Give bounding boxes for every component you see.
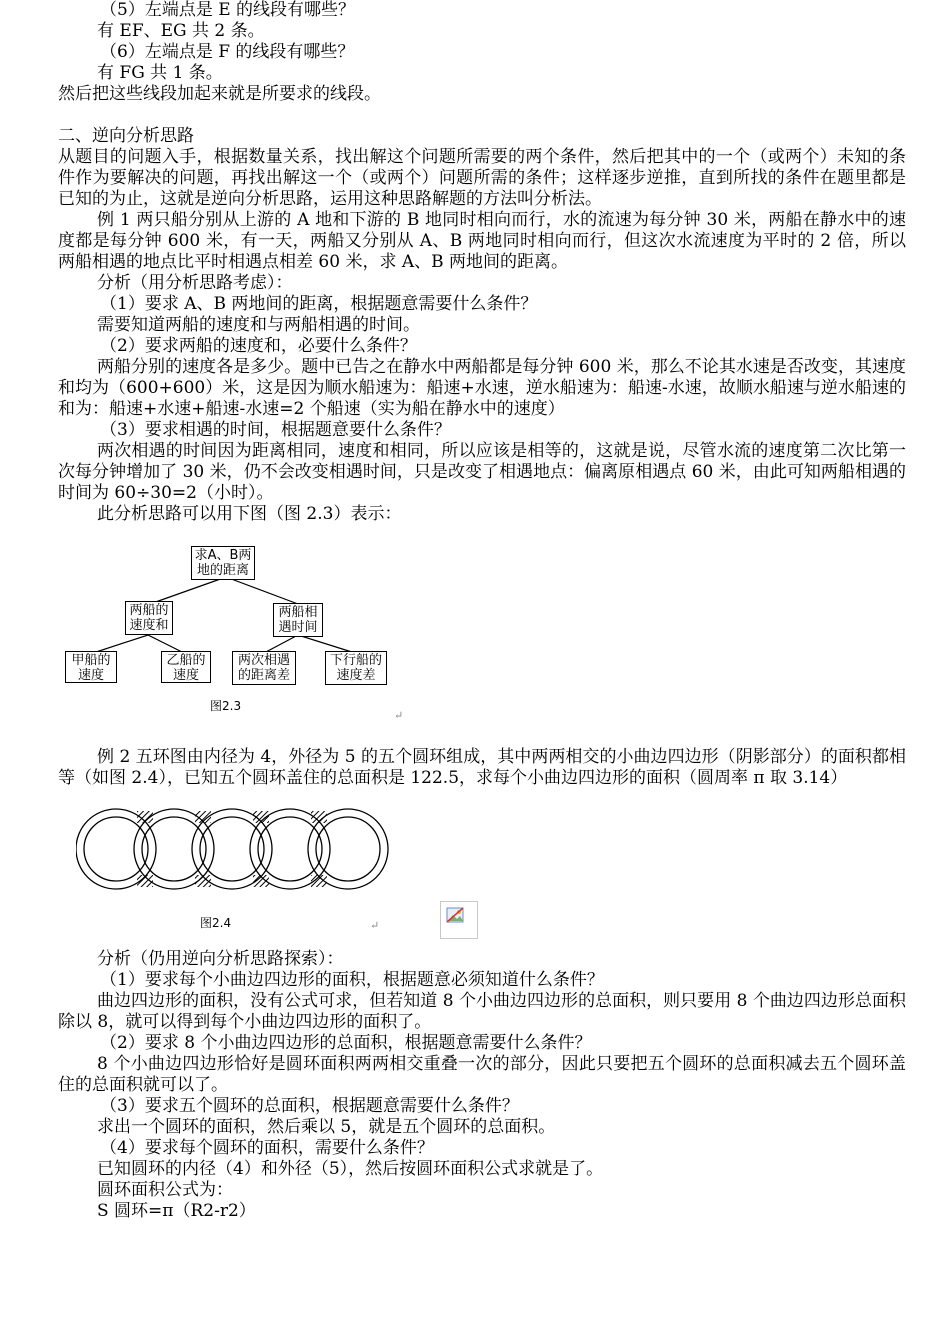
document-page [58, 0, 906, 1222]
top-line-3: 有 FG 共 1 条。 [97, 63, 223, 83]
return-mark-2: ↵ [370, 919, 380, 932]
analysis-2-line-10: S 圆环=π（R2-r2） [97, 1201, 256, 1221]
top-line-1: 有 EF、EG 共 2 条。 [97, 21, 265, 41]
meeting-time-node: 两船相遇时间 [273, 603, 323, 637]
broken-image-icon [440, 901, 478, 939]
figure-2-4 [58, 789, 906, 949]
analysis-1-line-4: 两船分别的速度各是多少。题中已告之在静水中两船都是每分钟 600 米，那么不论其水速是否改变，其速度和均为（600+600）米，这是因为顺水船速为：船速+水速，逆水船速为：船速-水速，故顺水船速与逆水船速的和为：船速+水速+船速-水速=2 个船速（实为船在静水中的速度） [58, 357, 906, 419]
example-1-paragraph: 例 1 两只船分别从上游的 A 地和下游的 B 地同时相向而行，水的流速为每分钟 30 米，两船在静水中的速度都是每分钟 600 米，有一天，两船又分别从 A、B 两地同时相向而行，但这次水流速度为平时的 2 倍，所以两船相遇的地点比平时相遇点相差 60 米，求 A、B 两地间的距离。 [58, 210, 906, 272]
analysis-2-line-3: （2）要求 8 个小曲边四边形的总面积，根据题意需要什么条件？ [100, 1033, 592, 1053]
example-2-paragraph: 例 2 五环图由内径为 4，外径为 5 的五个圆环组成，其中两两相交的小曲边四边形（阴影部分）的面积都相等（如图 2.4），已知五个圆环盖住的总面积是 122.5，求每个小曲边四边形的面积（圆周率 π 取 3.14） [58, 747, 906, 788]
figure-2-4-caption: 图2.4 [200, 916, 232, 930]
ring-inner-circle [84, 817, 148, 881]
figure-2-3 [58, 525, 906, 747]
distance-diff-node: 两次相遇的距离差 [232, 651, 296, 685]
boat-a-speed-node: 甲船的速度 [65, 651, 117, 683]
root-node: 求A、B两地的距离 [191, 546, 255, 580]
analysis-2-line-6: 求出一个圆环的面积，然后乘以 5，就是五个圆环的总面积。 [97, 1117, 556, 1137]
analysis-2-line-1: （1）要求每个小曲边四边形的面积，根据题意必须知道什么条件？ [100, 970, 604, 990]
ring-outer-circle [76, 809, 156, 889]
ring-outer-circle [250, 809, 330, 889]
ring-inner-circle [316, 817, 380, 881]
ring-outer-circle [134, 809, 214, 889]
boat-b-speed-node: 乙船的速度 [161, 651, 211, 683]
analysis-1-line-7: 此分析思路可以用下图（图 2.3）表示： [97, 504, 402, 524]
top-line-2: （6）左端点是 F 的线段有哪些？ [100, 42, 355, 62]
analysis-2-line-0: 分析（仍用逆向分析思路探索）： [97, 949, 344, 969]
analysis-1-line-3: （2）要求两船的速度和，必要什么条件？ [100, 336, 417, 356]
downstream-speed-diff-node: 下行船的速度差 [325, 651, 387, 685]
ring-inner-circle [200, 817, 264, 881]
analysis-2-line-7: （4）要求每个圆环的面积，需要什么条件？ [100, 1138, 434, 1158]
intro-paragraph: 从题目的问题入手，根据数量关系，找出解这个问题所需要的两个条件，然后把其中的一个（或两个）未知的条件作为要解决的问题，再找出解这一个（或两个）问题所需的条件；这样逐步逆推，直到所找的条件在题里都是已知的为止，这就是逆向分析思路，运用这种思路解题的方法叫分析法。 [58, 147, 906, 209]
return-mark: ↵ [394, 709, 404, 722]
analysis-1-line-5: （3）要求相遇的时间，根据题意要什么条件？ [100, 420, 451, 440]
ring-inner-circle [258, 817, 322, 881]
analysis-1-line-1: （1）要求 A、B 两地间的距离，根据题意需要什么条件？ [100, 294, 538, 314]
top-line-4: 然后把这些线段加起来就是所要求的线段。 [58, 84, 381, 104]
ring-outer-circle [308, 809, 388, 889]
ring-outer-circle [192, 809, 272, 889]
analysis-1-line-6: 两次相遇的时间因为距离相同，速度和相同，所以应该是相等的，这就是说，尽管水流的速度第二次比第一次每分钟增加了 30 米，仍不会改变相遇时间，只是改变了相遇地点：偏离原相遇点 60 米，由此可知两船相遇的时间为 60÷30=2（小时）。 [58, 441, 906, 503]
image-placeholder-icon [441, 902, 477, 938]
analysis-2-line-2: 曲边四边形的面积，没有公式可求，但若知道 8 个小曲边四边形的总面积，则只要用 8 个曲边四边形总面积除以 8，就可以得到每个小曲边四边形的面积了。 [58, 991, 906, 1032]
analysis-1-line-2: 需要知道两船的速度和与两船相遇的时间。 [97, 315, 420, 335]
analysis-2-line-5: （3）要求五个圆环的总面积，根据题意需要什么条件？ [100, 1096, 519, 1116]
speed-sum-node: 两船的速度和 [125, 601, 173, 635]
top-line-0: （5）左端点是 E 的线段有哪些？ [100, 0, 356, 20]
section-title: 二、逆向分析思路 [58, 126, 194, 146]
previous-section-lines [58, 0, 906, 105]
analysis-2-line-4: 8 个小曲边四边形恰好是圆环面积两两相交重叠一次的部分，因此只要把五个圆环的总面积减去五个圆环盖住的总面积就可以了。 [58, 1054, 906, 1095]
analysis-2-line-9: 圆环面积公式为： [97, 1180, 233, 1200]
analysis-2 [58, 949, 906, 1222]
ring-inner-circle [142, 817, 206, 881]
five-rings-drawing [76, 793, 396, 913]
analysis-2-line-8: 已知圆环的内径（4）和外径（5），然后按圆环面积公式求就是了。 [97, 1159, 604, 1179]
figure-2-3-caption: 图2.3 [210, 699, 242, 713]
analysis-1 [58, 273, 906, 525]
analysis-1-line-0: 分析（用分析思路考虑）： [97, 273, 293, 293]
